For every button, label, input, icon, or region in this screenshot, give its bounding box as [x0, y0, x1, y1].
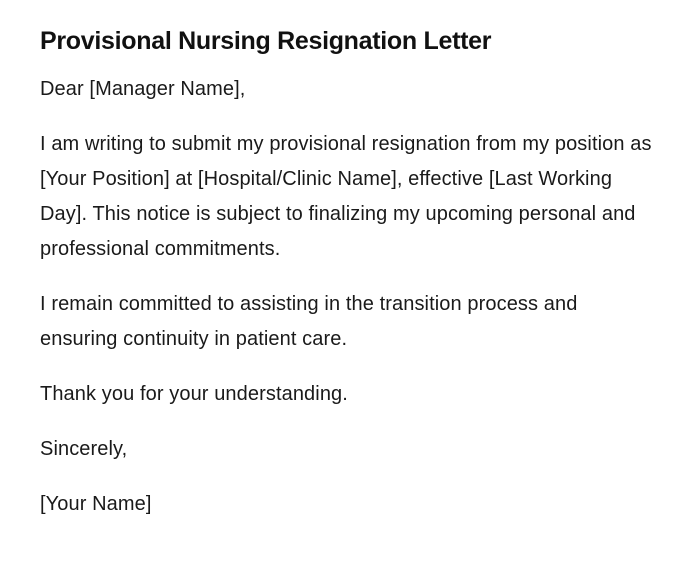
letter-title: Provisional Nursing Resignation Letter: [40, 27, 492, 55]
body-paragraph-1: I am writing to submit my provisional resignation from my position as [Your Position] at [Hospital/Clinic Name], effective [Last Working Day]. This notice is subject to finalizing my upcoming personal and professional commitments.: [40, 133, 652, 260]
salutation: Dear [Manager Name],: [40, 78, 246, 100]
letter-body: [40, 24, 660, 542]
signature: [Your Name]: [40, 493, 152, 515]
body-paragraph-2: I remain committed to assisting in the transition process and ensuring continuity in patient care.: [40, 293, 578, 350]
closing: Sincerely,: [40, 438, 128, 460]
body-paragraph-3: Thank you for your understanding.: [40, 383, 348, 405]
